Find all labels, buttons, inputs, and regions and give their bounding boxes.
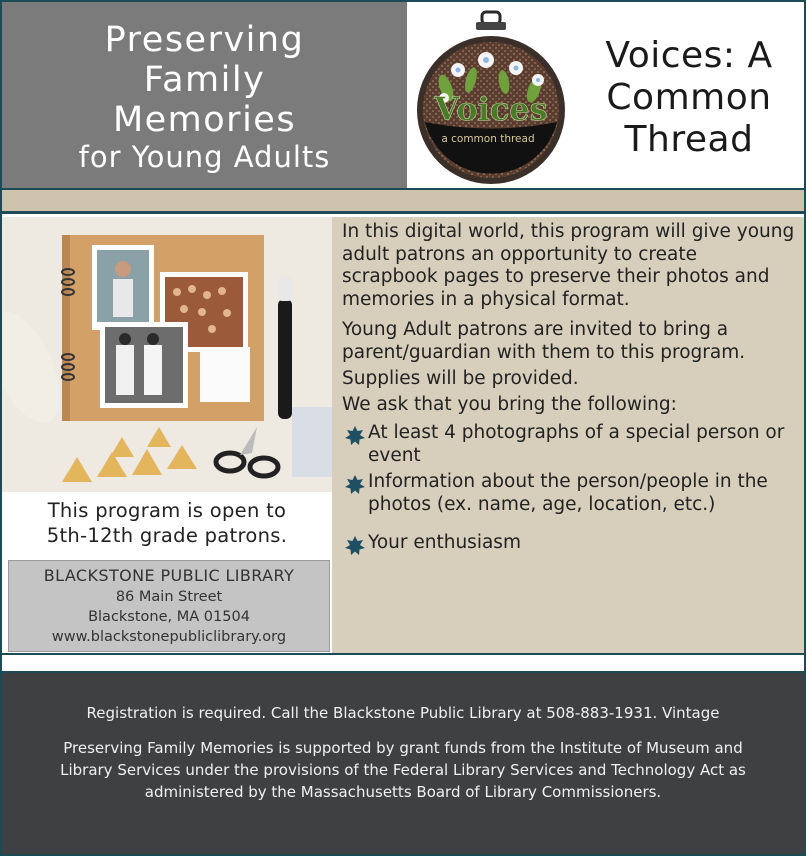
title-line-3: Memories	[112, 100, 297, 140]
list-item-text: At least 4 photographs of a special person or event	[368, 422, 785, 466]
star-bullet-icon	[342, 535, 368, 557]
eligibility-line-1: This program is open to	[47, 499, 287, 522]
flyer-title	[2, 2, 407, 188]
library-city: Blackstone, MA 01504	[88, 609, 250, 625]
star-bullet-icon	[342, 425, 368, 447]
supplies-note: Supplies will be provided.	[342, 368, 579, 389]
invitation-paragraph: Young Adult patrons are invited to bring a parent/guardian with them to this program.	[342, 319, 746, 363]
embroidery-hoop-logo	[416, 10, 566, 188]
title-line-4: for Young Adults	[78, 140, 331, 174]
footer	[2, 673, 804, 854]
list-item	[342, 471, 796, 516]
scrapbook-photo	[2, 217, 332, 492]
eligibility-note	[2, 492, 332, 558]
eligibility-line-2: 5th-12th grade patrons.	[46, 524, 288, 547]
title-line-2: Family	[143, 60, 266, 100]
title-line-1: Preserving	[104, 20, 305, 60]
library-address	[8, 560, 330, 652]
logo-word: Voices	[434, 90, 548, 128]
program-description	[332, 217, 804, 653]
list-item	[342, 532, 796, 557]
registration-note: Registration is required. Call the Blackstone Public Library at 508-883-1931. Vintage	[86, 704, 720, 722]
library-name: BLACKSTONE PUBLIC LIBRARY	[43, 566, 295, 585]
tan-band	[2, 190, 804, 214]
section-divider	[2, 653, 804, 673]
grant-acknowledgement: Preserving Family Memories is supported by grant funds from the Institute of Museum and Library Services under the provisions of the Federal Library Services and Technology Act as administered by the Massachusetts Board of Library Commissioners.	[60, 739, 746, 801]
list-item	[342, 422, 796, 467]
bring-list-intro: We ask that you bring the following:	[342, 393, 677, 415]
library-street: 86 Main Street	[115, 589, 223, 605]
library-website[interactable]: www.blackstonepubliclibrary.org	[51, 629, 287, 645]
description-paragraph: In this digital world, this program will give young adult patrons an opportunity to create scrapbook pages to preserve their photos and memories in a physical format.	[342, 221, 795, 310]
star-bullet-icon	[342, 474, 368, 496]
logo-tagline: a common thread	[441, 133, 535, 145]
list-item-text: Your enthusiasm	[368, 532, 521, 553]
program-logo-panel	[408, 2, 804, 188]
program-title: Voices: A Common Thread	[605, 35, 773, 160]
list-item-text: Information about the person/people in the photos (ex. name, age, location, etc.)	[368, 471, 768, 515]
bring-list	[342, 422, 796, 557]
